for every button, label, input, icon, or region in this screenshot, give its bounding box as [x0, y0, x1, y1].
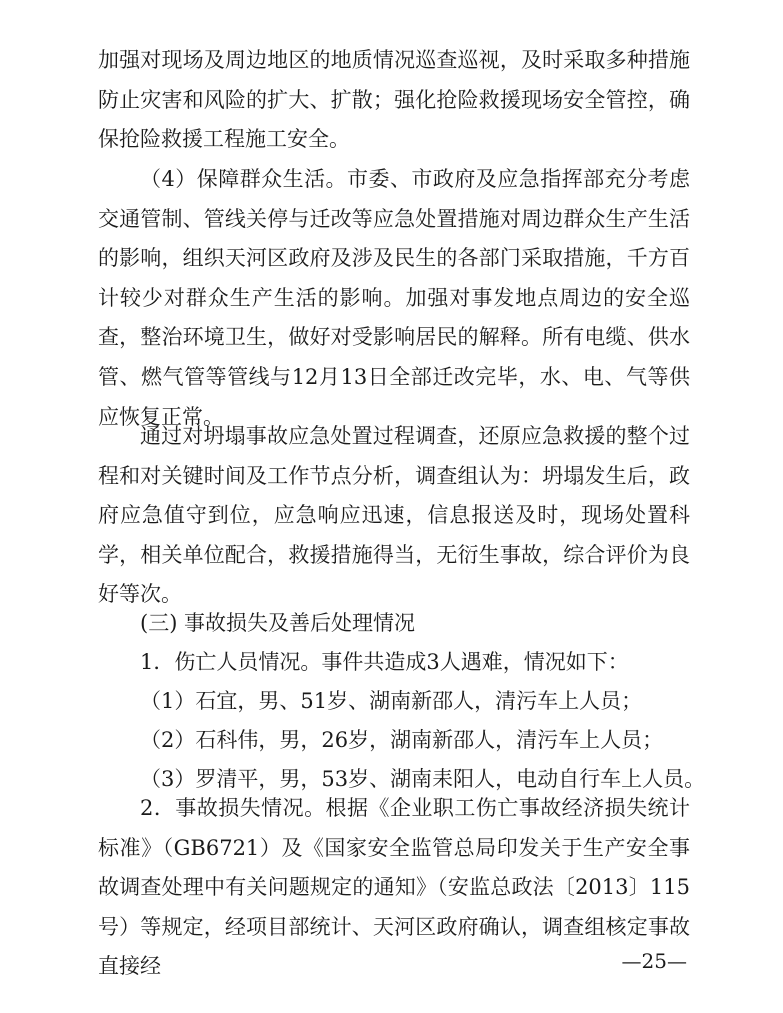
paragraph-evaluation: 通过对坍塌事故应急处置过程调查，还原应急救援的整个过程和对关键时间及工作节点分析，调查组认为：坍塌发生后，政府应急值守到位，应急响应迅速，信息报送及时，现场处置科学，相关单位配合，救援措施得当，无衍生事故，综合评价为良好等次。 [98, 424, 690, 607]
casualties-title: 1．伤亡人员情况。事件共造成3人遇难，情况如下： [140, 650, 629, 674]
paragraph-continuation: 加强对现场及周边地区的地质情况巡查巡视，及时采取多种措施防止灾害和风险的扩大、扩散；强化抢险救援现场安全管控，确保抢险救援工程施工安全。 [98, 48, 690, 152]
section-heading: (三) 事故损失及善后处理情况 [140, 611, 416, 635]
casualty-item: （2）石科伟，男，26岁，湖南新邵人，清污车上人员； [140, 728, 664, 752]
casualty-item: （3）罗清平，男，53岁、湖南耒阳人，电动自行车上人员。 [140, 767, 706, 791]
paragraph-ensure-livelihood: （4）保障群众生活。市委、市政府及应急指挥部充分考虑交通管制、管线关停与迁改等应急处置措施对周边群众生产生活的影响，组织天河区政府及涉及民生的各部门采取措施，千方百计较少对群众生产生活的影响。加强对事发地点周边的安全巡查，整治环境卫生，做好对受影响居民的解释。所有电缆、供水管、燃气管等管线与12月13日全部迁改完毕，水、电、气等供应恢复正常。 [98, 167, 690, 429]
paragraph-loss: 2．事故损失情况。根据《企业职工伤亡事故经济损失统计标准》（GB6721）及《国家安全监管总局印发关于生产安全事故调查处理中有关问题规定的通知》（安监总政法〔2013〕115号）等规定，经项目部统计、天河区政府确认，调查组核定事故直接经 [98, 796, 690, 979]
page-number: —25— [621, 949, 687, 973]
casualty-item: （1）石宜，男、51岁、湖南新邵人，清污车上人员； [140, 689, 643, 713]
